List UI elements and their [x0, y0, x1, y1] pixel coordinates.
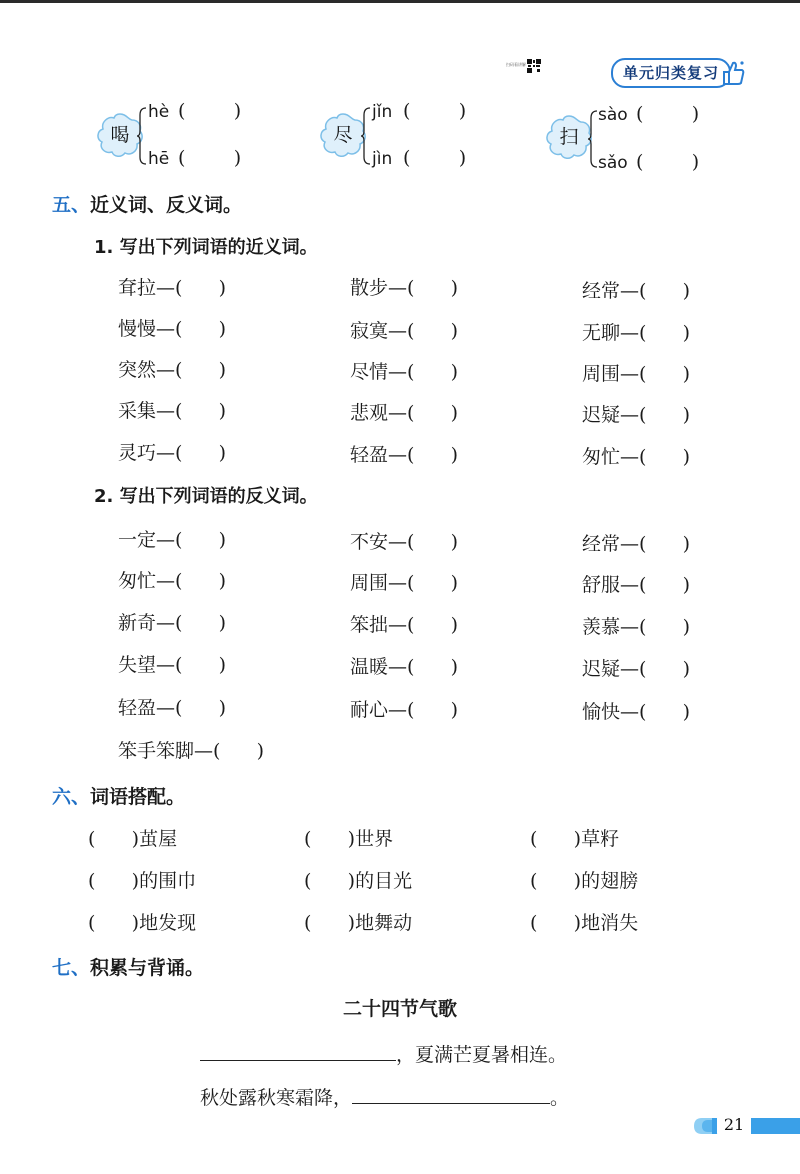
collocation-item[interactable]: ( )的目光	[304, 870, 413, 892]
synonym-item[interactable]: 周围—( )	[582, 363, 691, 385]
synonym-item[interactable]: 无聊—( )	[582, 322, 691, 344]
collocation-item[interactable]: ( )的围巾	[88, 870, 197, 892]
poem-title: 二十四节气歌	[342, 998, 457, 1020]
antonym-item[interactable]: 周围—( )	[350, 572, 459, 594]
polyphone-char: 喝	[110, 124, 130, 146]
synonym-item[interactable]: 尽情—( )	[350, 361, 459, 383]
top-rule	[0, 0, 800, 3]
antonym-item[interactable]: 笨拙—( )	[350, 614, 459, 636]
synonym-item[interactable]: 慢慢—( )	[118, 318, 227, 340]
pinyin: jìn	[372, 149, 393, 169]
answer-blank[interactable]: ( )	[178, 147, 242, 169]
antonym-item[interactable]: 耐心—( )	[350, 699, 459, 721]
pinyin: hè	[148, 102, 170, 122]
qr-caption: 扫码看讲解	[506, 62, 526, 67]
collocation-item[interactable]: ( )世界	[304, 828, 394, 850]
antonym-item[interactable]: 失望—( )	[118, 654, 227, 676]
antonym-subtitle: 2. 写出下列词语的反义词。	[94, 486, 318, 507]
collocation-item[interactable]: ( )地发现	[88, 912, 197, 934]
answer-blank[interactable]: ( )	[178, 100, 242, 122]
brace	[361, 107, 371, 165]
section-6-title: 六、词语搭配。	[52, 786, 186, 808]
polyphone-char: 尽	[333, 124, 353, 146]
poem-blank[interactable]	[200, 1042, 396, 1061]
polyphone-char: 扫	[559, 126, 579, 148]
collocation-item[interactable]: ( )地消失	[530, 912, 639, 934]
poem-line-2: 秋处露秋寒霜降， 。	[200, 1087, 570, 1109]
pinyin: sǎo	[598, 153, 628, 173]
synonym-subtitle: 1. 写出下列词语的近义词。	[94, 237, 318, 258]
synonym-item[interactable]: 散步—( )	[350, 277, 459, 299]
antonym-item[interactable]: 羡慕—( )	[582, 616, 691, 638]
antonym-item[interactable]: 温暖—( )	[350, 656, 459, 678]
antonym-item[interactable]: 新奇—( )	[118, 612, 227, 634]
synonym-item[interactable]: 轻盈—( )	[350, 444, 459, 466]
synonym-item[interactable]: 突然—( )	[118, 359, 227, 381]
synonym-item[interactable]: 采集—( )	[118, 400, 227, 422]
pinyin: jǐn	[372, 102, 393, 122]
antonym-item[interactable]: 舒服—( )	[582, 574, 691, 596]
answer-blank[interactable]: ( )	[403, 100, 467, 122]
unit-review-badge: 单元归类复习	[611, 58, 731, 88]
synonym-item[interactable]: 寂寞—( )	[350, 320, 459, 342]
poem-blank[interactable]	[352, 1085, 550, 1104]
page-number: 21	[717, 1114, 751, 1136]
collocation-item[interactable]: ( )草籽	[530, 828, 620, 850]
synonym-item[interactable]: 灵巧—( )	[118, 442, 227, 464]
poem-line-1: ，夏满芒夏暑相连。	[200, 1040, 567, 1067]
antonym-item[interactable]: 笨手笨脚—( )	[118, 740, 265, 762]
collocation-item[interactable]: ( )地舞动	[304, 912, 413, 934]
antonym-item[interactable]: 经常—( )	[582, 533, 691, 555]
synonym-item[interactable]: 耷拉—( )	[118, 277, 227, 299]
antonym-item[interactable]: 轻盈—( )	[118, 697, 227, 719]
pinyin: hē	[148, 149, 170, 169]
synonym-item[interactable]: 悲观—( )	[350, 402, 459, 424]
section-5-title: 五、近义词、反义词。	[52, 194, 243, 216]
synonym-item[interactable]: 经常—( )	[582, 280, 691, 302]
brace	[588, 110, 598, 168]
brace	[137, 107, 147, 165]
collocation-item[interactable]: ( )的翅膀	[530, 870, 639, 892]
qr-code-icon	[527, 59, 541, 73]
antonym-item[interactable]: 愉快—( )	[582, 701, 691, 723]
pinyin: sào	[598, 105, 628, 125]
answer-blank[interactable]: ( )	[636, 151, 700, 173]
section-7-title: 七、积累与背诵。	[52, 957, 205, 979]
antonym-item[interactable]: 不安—( )	[350, 531, 459, 553]
synonym-item[interactable]: 匆忙—( )	[582, 446, 691, 468]
collocation-item[interactable]: ( )茧屋	[88, 828, 178, 850]
antonym-item[interactable]: 迟疑—( )	[582, 658, 691, 680]
thumbs-up-icon	[718, 58, 746, 88]
answer-blank[interactable]: ( )	[636, 103, 700, 125]
antonym-item[interactable]: 匆忙—( )	[118, 570, 227, 592]
antonym-item[interactable]: 一定—( )	[118, 529, 227, 551]
synonym-item[interactable]: 迟疑—( )	[582, 404, 691, 426]
answer-blank[interactable]: ( )	[403, 147, 467, 169]
